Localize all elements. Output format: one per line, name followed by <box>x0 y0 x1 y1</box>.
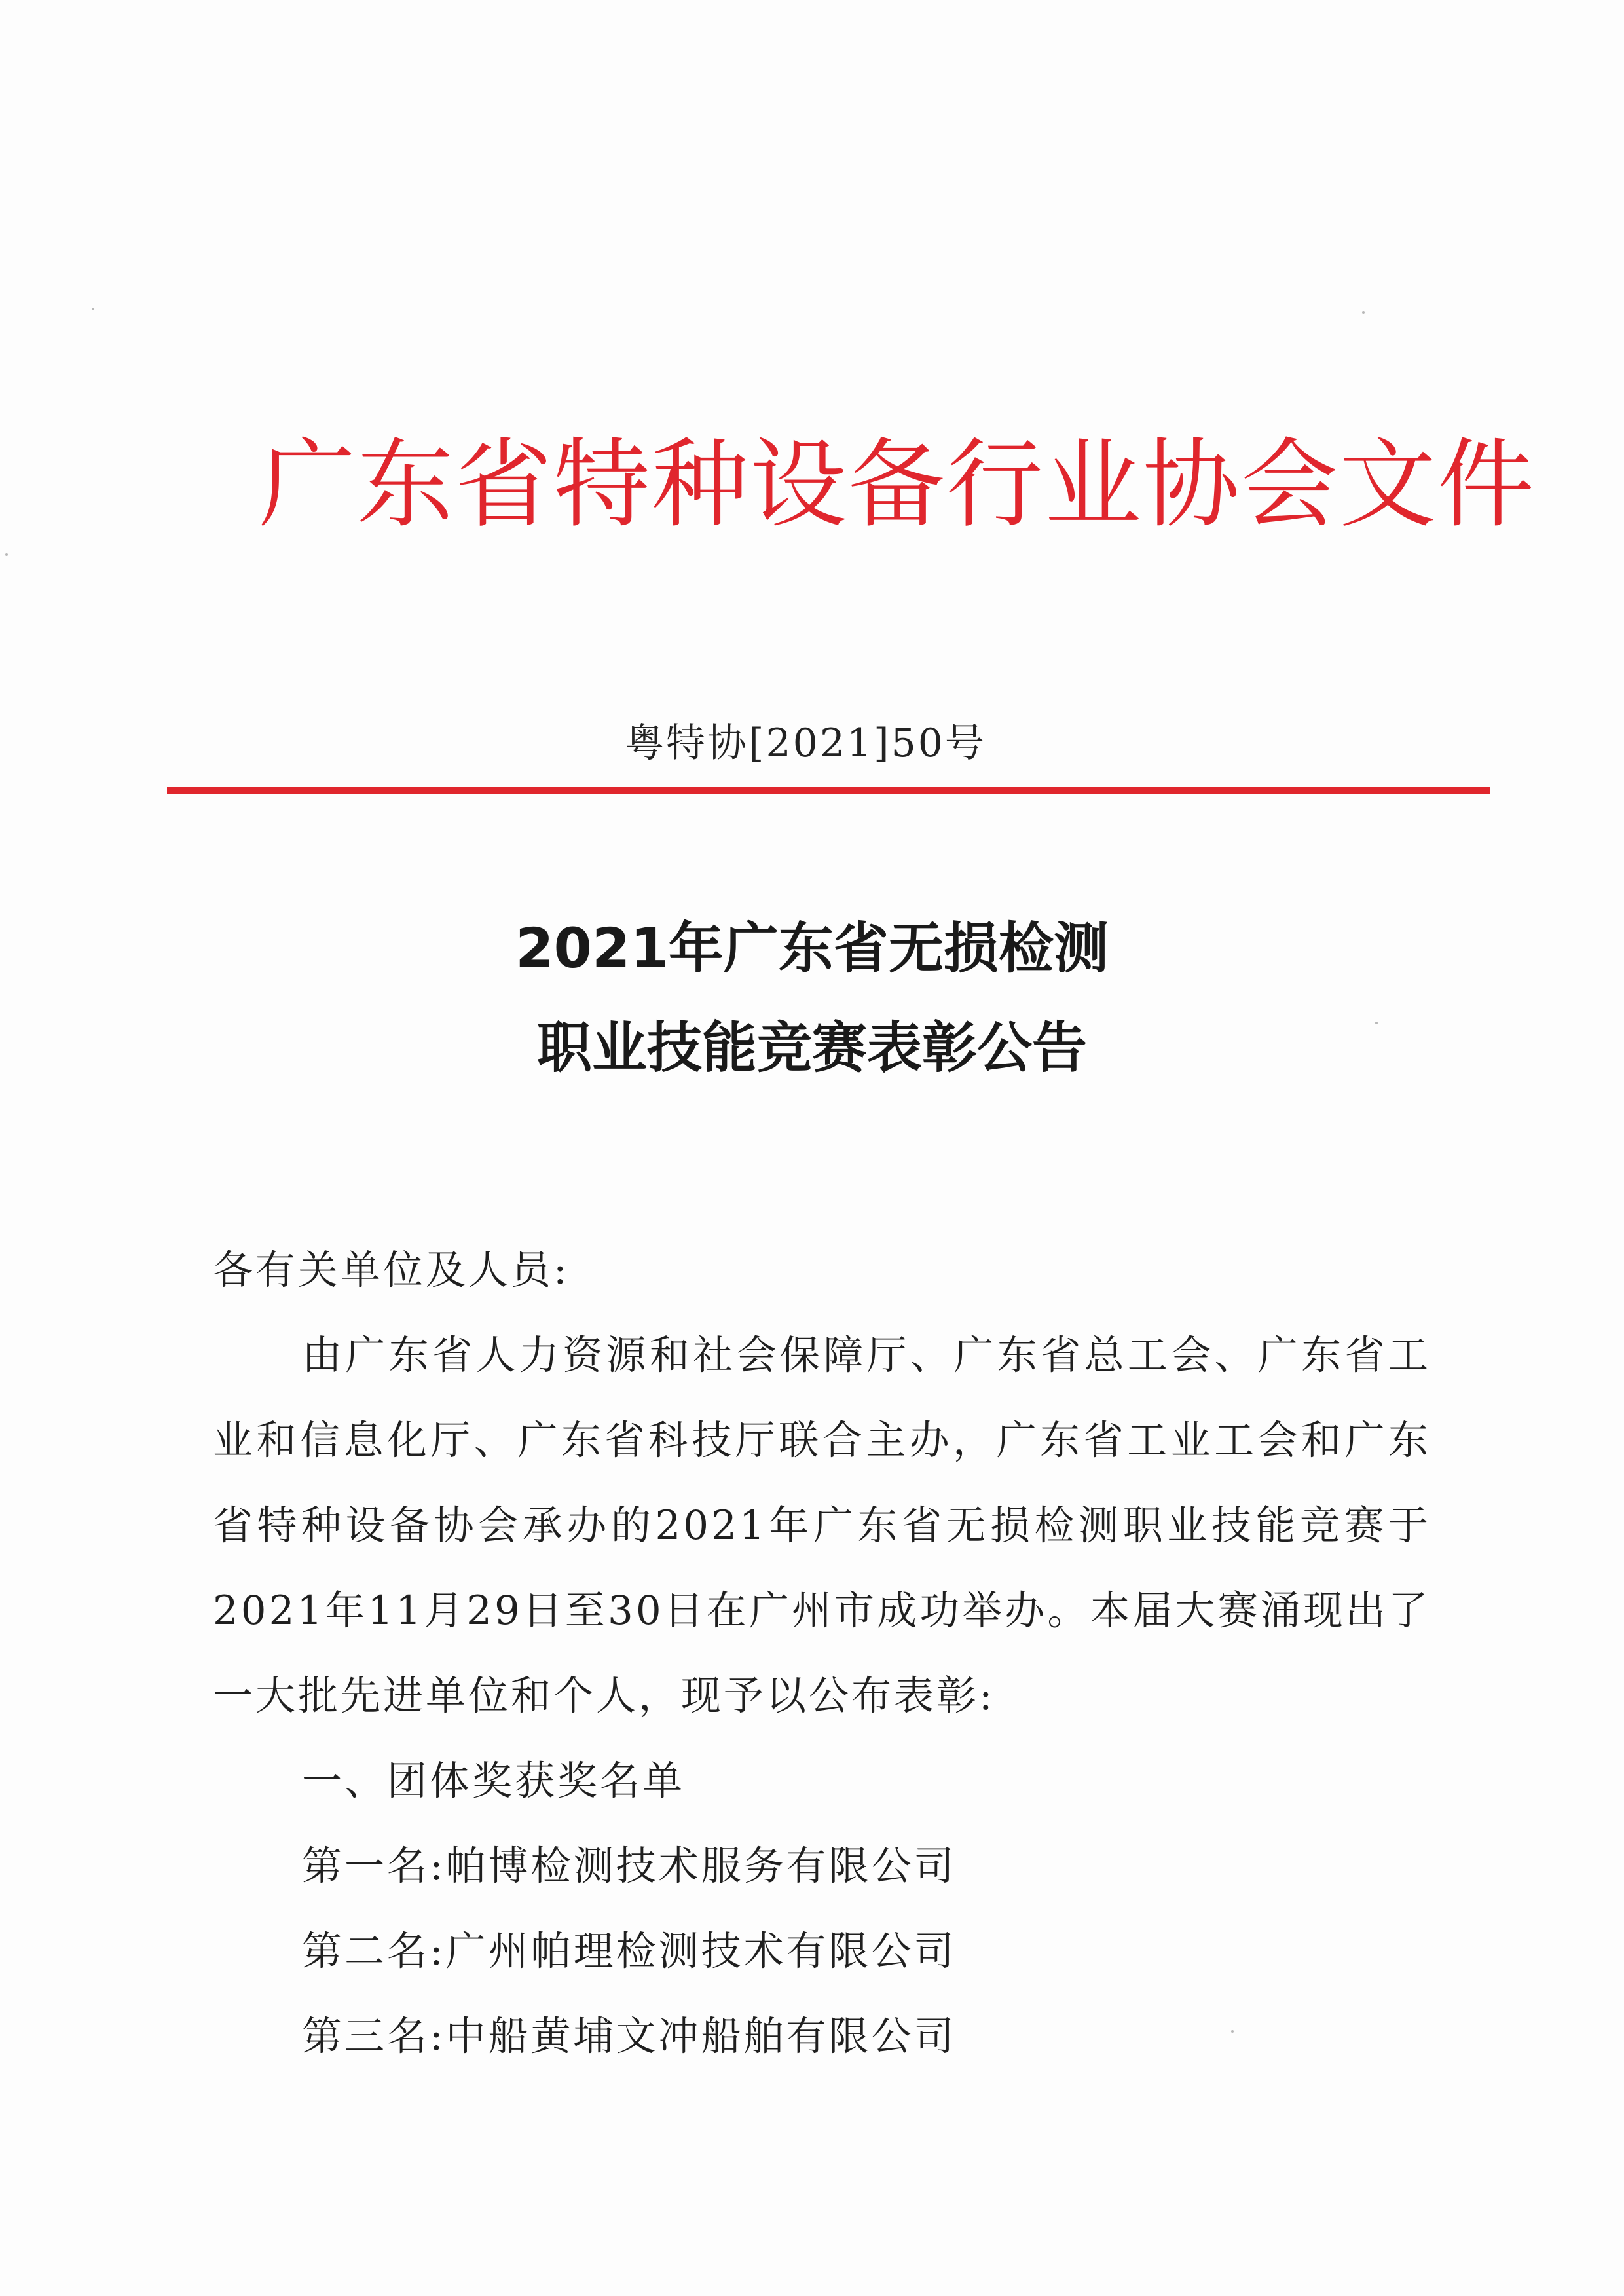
award-name: 中船黄埔文冲船舶有限公司 <box>445 2013 957 2060</box>
scan-speck <box>92 308 94 310</box>
scan-speck <box>1362 311 1365 314</box>
scan-speck <box>1231 2030 1234 2033</box>
award-rank: 第三名: <box>302 2013 446 2060</box>
award-rank: 第二名: <box>302 1928 446 1974</box>
document-body <box>213 1228 1431 2079</box>
award-name: 帕博检测技术服务有限公司 <box>445 1843 957 1889</box>
scan-speck <box>1375 1022 1378 1024</box>
issuer-header: 广东省特种设备行业协会文件 <box>259 428 1536 541</box>
document-title-line-2: 职业技能竞赛表彰公告 <box>536 1016 1087 1080</box>
scan-speck <box>5 553 8 556</box>
award-rank: 第一名: <box>302 1843 446 1889</box>
document-title-line-1: 2021年广东省无损检测 <box>515 916 1109 980</box>
award-name: 广州帕理检测技术有限公司 <box>445 1928 957 1974</box>
award-item <box>213 1824 1431 1909</box>
red-divider-rule <box>167 787 1490 794</box>
salutation: 各有关单位及人员: <box>213 1247 570 1293</box>
document-number: 粤特协[2021]50号 <box>625 720 986 766</box>
section-heading: 一、团体奖获奖名单 <box>302 1758 686 1804</box>
body-paragraph: 由广东省人力资源和社会保障厅、广东省总工会、广东省工业和信息化厅、广东省科技厅联合主办，广东省工业工会和广东省特种设备协会承办的2021年广东省无损检测职业技能竞赛于2021年11月29日至30日在广州市成功举办。本届大赛涌现出了一大批先进单位和个人，现予以公布表彰: <box>213 1332 1431 1719</box>
award-item <box>213 1994 1431 2079</box>
award-item <box>213 1909 1431 1994</box>
